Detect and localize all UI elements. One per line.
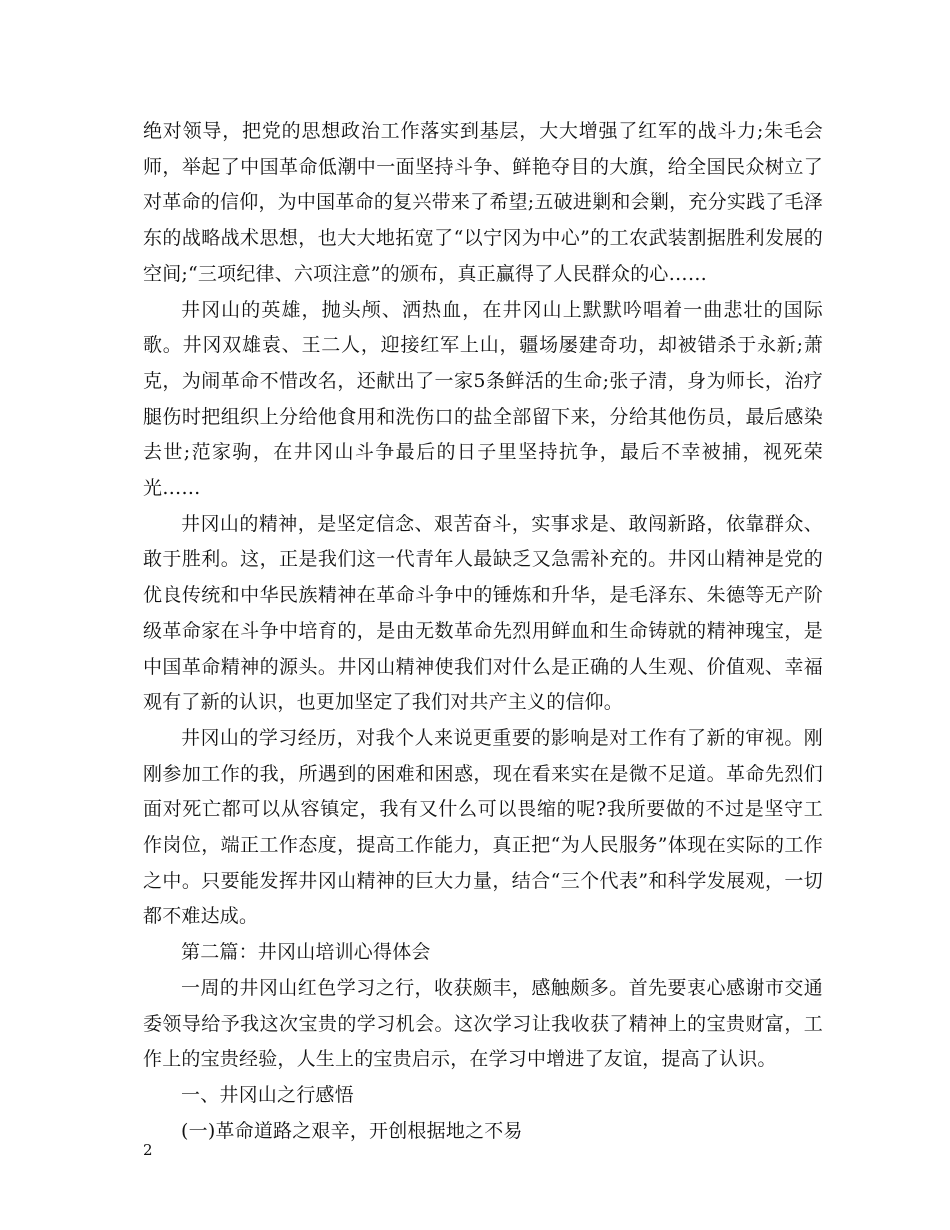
chapter-heading: 第二篇：井冈山培训心得体会 [181,941,431,964]
paragraph-red-army-history: 绝对领导，把党的思想政治工作落实到基层，大大增强了红军的战斗力;朱毛会师，举起了中国革命低潮中一面坚持斗争、鲜艳夺目的大旗，给全国民众树立了对革命的信仰，为中国革命的复兴带来了希望;五破进剿和会剿，充分实践了毛泽东的战略战术思想，也大大地拓宽了“以宁冈为中心”的工农武装割据胜利发展的空间;“三项纪律、六项注意”的颁布，真正赢得了人民群众的心…… [143,120,823,285]
paragraph-spirit: 井冈山的精神，是坚定信念、艰苦奋斗，实事求是、敢闯新路，依靠群众、敢于胜利。这，正是我们这一代青年人最缺乏又急需补充的。井冈山精神是党的优良传统和中华民族精神在革命斗争中的锤炼和升华，是毛泽东、朱德等无产阶级革命家在斗争中培育的，是由无数革命先烈用鲜血和生命铸就的精神瑰宝，是中国革命精神的源头。井冈山精神使我们对什么是正确的人生观、价值观、幸福观有了新的认识，也更加坚定了我们对共产主义的信仰。 [143,512,823,714]
document-body [143,114,823,1149]
paragraph-heroes: 井冈山的英雄，抛头颅、洒热血，在井冈山上默默吟唱着一曲悲壮的国际歌。井冈双雄袁、王二人，迎接红军上山，疆场屡建奇功，却被错杀于永新;萧克，为闹革命不惜改名，还献出了一家5条鲜活的生命;张子清，身为师长，治疗腿伤时把组织上分给他食用和洗伤口的盐全部留下来，分给其他伤员，最后感染去世;范家驹，在井冈山斗争最后的日子里坚持抗争，最后不幸被捕，视死荣光…… [143,298,823,500]
paragraph-intro: 一周的井冈山红色学习之行，收获颇丰，感触颇多。首先要衷心感谢市交通委领导给予我这次宝贵的学习机会。这次学习让我收获了精神上的宝贵财富，工作上的宝贵经验，人生上的宝贵启示，在学习中增进了友谊，提高了认识。 [143,976,823,1071]
paragraph-work-reflection: 井冈山的学习经历，对我个人来说更重要的影响是对工作有了新的审视。刚刚参加工作的我，所遇到的困难和困惑，现在看来实在是微不足道。革命先烈们面对死亡都可以从容镇定，我有又什么可以畏缩的呢?我所要做的不过是坚守工作岗位，端正工作态度，提高工作能力，真正把“为人民服务”体现在实际的工作之中。只要能发挥井冈山精神的巨大力量，结合“三个代表”和科学发展观，一切都不难达成。 [143,726,823,928]
subsection-heading: (一)革命道路之艰辛，开创根据地之不易 [181,1119,523,1142]
section-heading: 一、井冈山之行感悟 [181,1083,354,1106]
page-number: 2 [143,1141,153,1159]
